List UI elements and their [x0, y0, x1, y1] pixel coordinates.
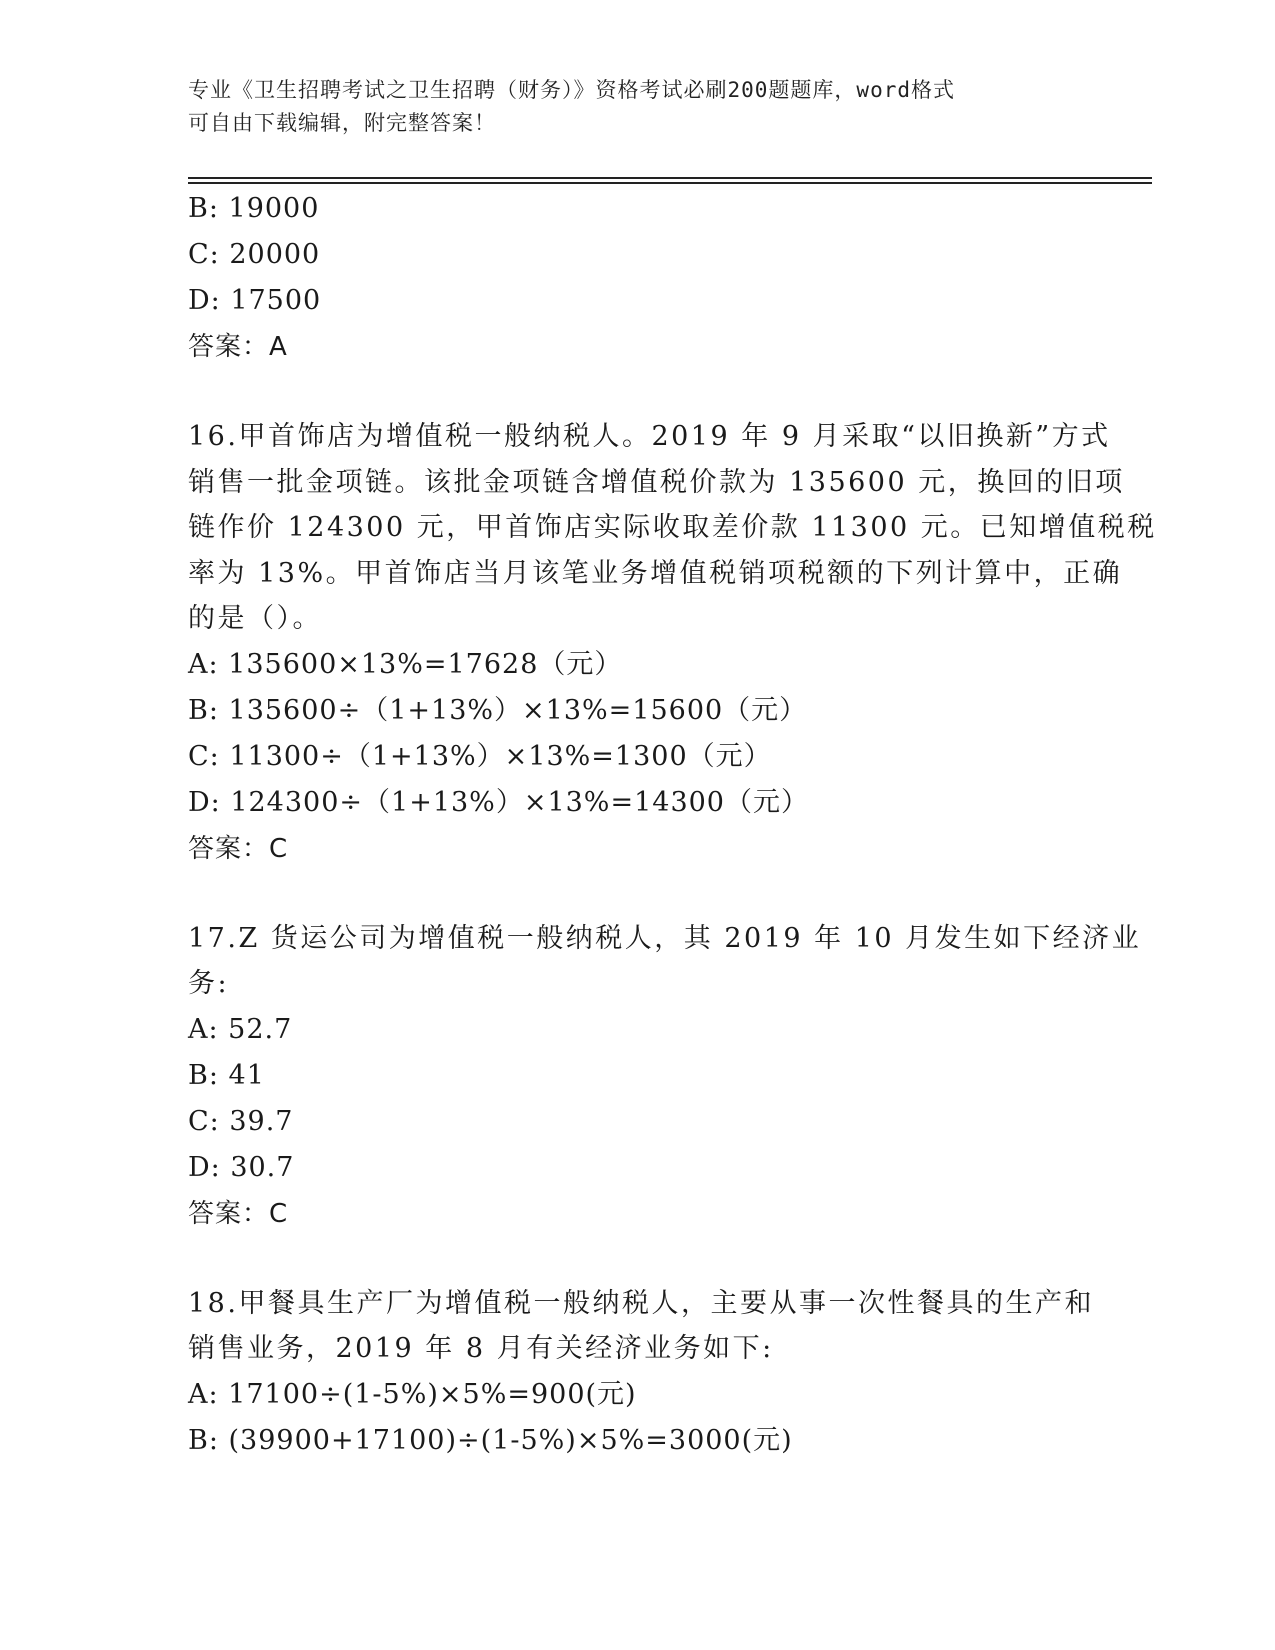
- question-stem-line: 务:: [188, 968, 230, 999]
- question-stem-line: 链作价 124300 元，甲首饰店实际收取差价款 11300 元。已知增值税税: [188, 512, 1157, 543]
- header-divider-top: [188, 177, 1152, 179]
- question-17: [188, 916, 1142, 1237]
- question-16: [188, 414, 1157, 872]
- option-b: B: 41: [188, 1059, 265, 1091]
- option-c: C: 20000: [188, 239, 321, 270]
- document-body: [188, 186, 1157, 1464]
- option-c: C: 39.7: [188, 1105, 294, 1137]
- option-b: B: (39900+17100)÷(1-5%)×5%=3000(元): [188, 1424, 793, 1456]
- option-b: B: 135600÷（1+13%）×13%=15600（元）: [188, 694, 808, 726]
- option-c: C: 11300÷（1+13%）×13%=1300（元）: [188, 740, 772, 772]
- spacer: [188, 872, 1088, 916]
- header-divider-bottom: [188, 182, 1152, 184]
- option-a: A: 135600×13%=17628（元）: [188, 648, 623, 680]
- answer-line: 答案：C: [188, 1198, 289, 1229]
- option-d: D: 30.7: [188, 1151, 295, 1183]
- question-18: [188, 1281, 1094, 1464]
- option-b: B: 19000: [188, 193, 320, 224]
- spacer: [188, 370, 1088, 414]
- question-stem-line: 率为 13%。甲首饰店当月该笔业务增值税销项税额的下列计算中，正确: [188, 557, 1123, 589]
- answer-line: 答案：C: [188, 833, 289, 864]
- option-a: A: 17100÷(1-5%)×5%=900(元): [188, 1378, 637, 1410]
- option-a: A: 52.7: [188, 1013, 293, 1045]
- question-stem-line: 18.甲餐具生产厂为增值税一般纳税人，主要从事一次性餐具的生产和: [188, 1287, 1094, 1319]
- question-stem-line: 17.Z 货运公司为增值税一般纳税人，其 2019 年 10 月发生如下经济业: [188, 922, 1142, 954]
- question-stem-line: 的是（）。: [188, 603, 322, 634]
- question-stem-line: 16.甲首饰店为增值税一般纳税人。2019 年 9 月采取“以旧换新”方式: [188, 421, 1111, 452]
- document-header: [188, 74, 1088, 140]
- question-stem-line: 销售一批金项链。该批金项链含增值税价款为 135600 元，换回的旧项: [188, 466, 1125, 498]
- question-15: [188, 186, 1088, 370]
- answer-line: 答案：A: [188, 332, 288, 362]
- question-stem-line: 销售业务，2019 年 8 月有关经济业务如下:: [188, 1333, 774, 1364]
- header-line-2: 可自由下载编辑，附完整答案！: [188, 111, 496, 135]
- header-line-1: 专业《卫生招聘考试之卫生招聘（财务）》资格考试必刷200题题库，word格式: [188, 78, 955, 102]
- option-d: D: 124300÷（1+13%）×13%=14300（元）: [188, 786, 809, 818]
- option-d: D: 17500: [188, 285, 322, 316]
- spacer: [188, 1237, 1088, 1281]
